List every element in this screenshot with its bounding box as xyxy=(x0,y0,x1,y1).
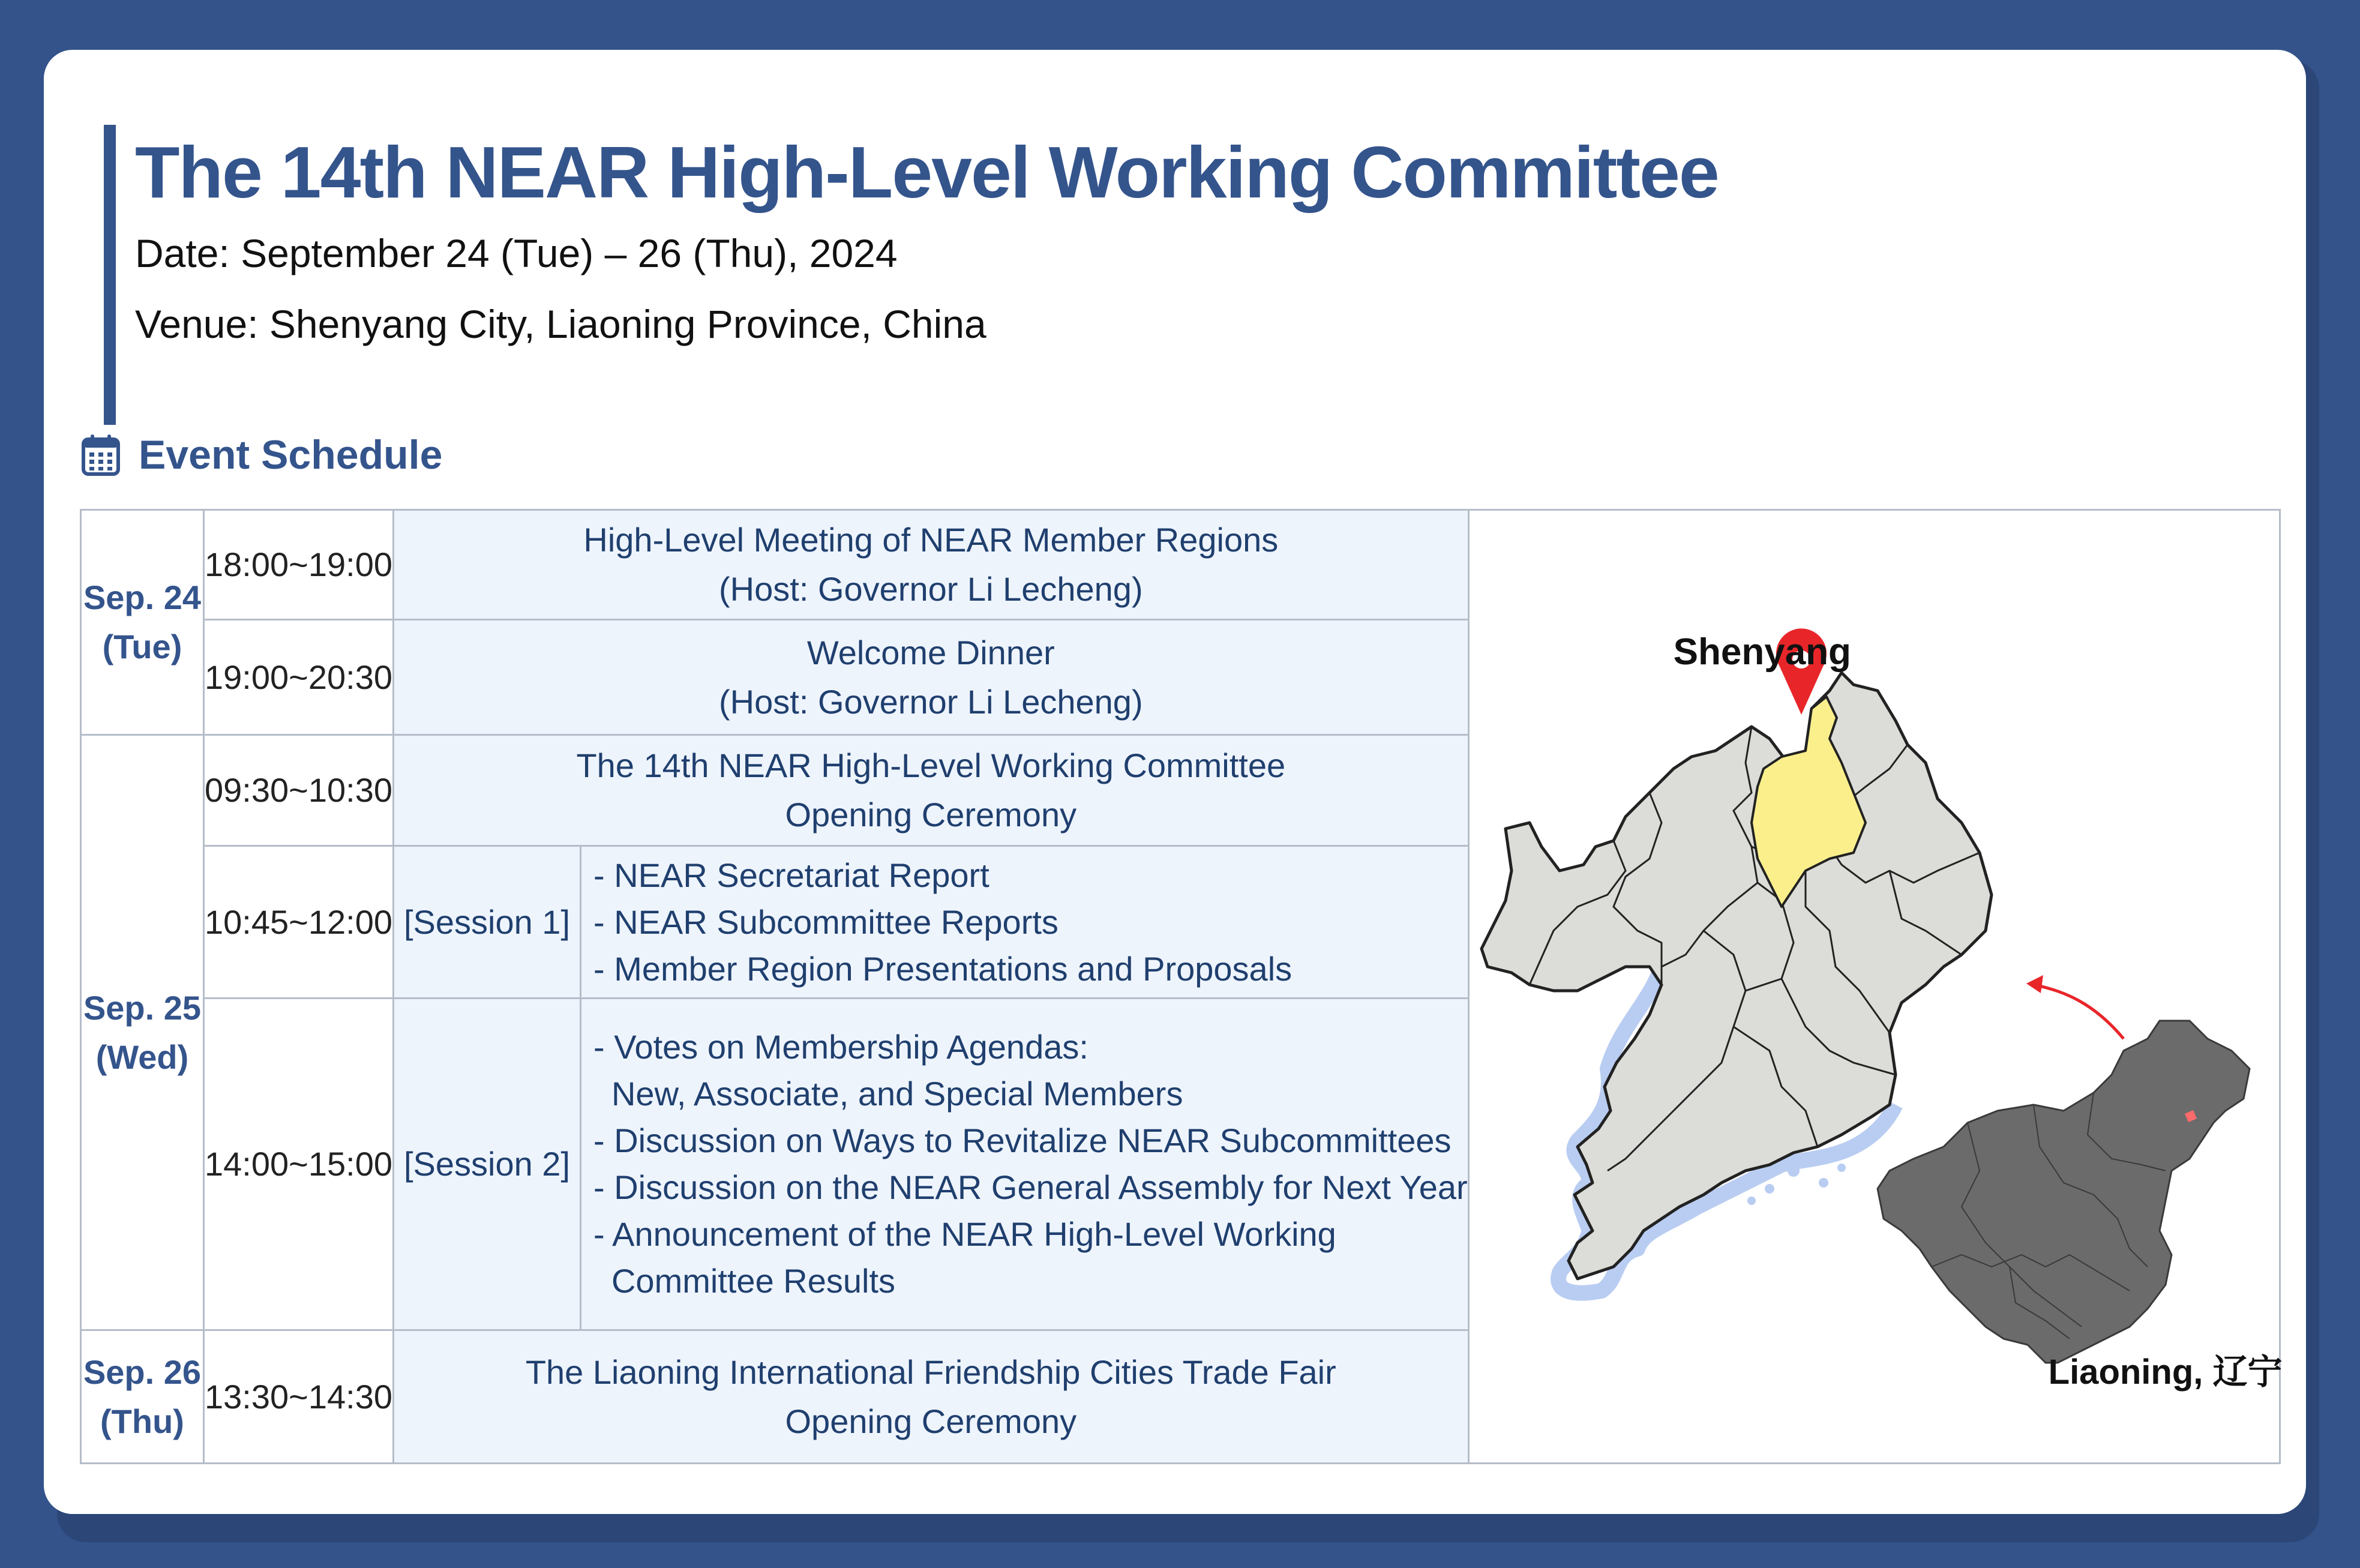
page-title: The 14th NEAR High-Level Working Committee xyxy=(135,131,1719,213)
time-cell: 09:30~10:30 xyxy=(204,735,394,846)
session-label: [Session 2] xyxy=(393,999,580,1330)
direction-arrow xyxy=(2034,985,2124,1039)
list-item: - Votes on Membership Agendas: xyxy=(593,1028,1088,1066)
city-label: Shenyang xyxy=(1673,631,1851,673)
event-cell xyxy=(393,735,1468,846)
list-item: - Discussion on the NEAR General Assembly for Next Year xyxy=(593,1168,1468,1206)
content-card xyxy=(44,50,2306,1514)
time-cell: 13:30~14:30 xyxy=(204,1330,394,1464)
event-cell xyxy=(393,510,1468,620)
map-cell xyxy=(1468,510,2283,1464)
table-row xyxy=(81,510,2280,620)
list-item: - Announcement of the NEAR High-Level Working xyxy=(593,1215,1336,1253)
weekday-label: (Wed) xyxy=(95,1038,189,1076)
page-header xyxy=(104,125,1719,425)
event-venue: Venue: Shenyang City, Liaoning Province, China xyxy=(135,302,986,346)
calendar-icon xyxy=(81,433,121,476)
list-item: New, Associate, and Special Members xyxy=(611,1075,1183,1113)
session-items xyxy=(580,846,1468,999)
date-cell xyxy=(81,735,204,1330)
date-label: Sep. 26 xyxy=(83,1353,202,1391)
list-item: - NEAR Subcommittee Reports xyxy=(593,903,1058,941)
event-date: Date: September 24 (Tue) – 26 (Thu), 2024 xyxy=(135,231,898,275)
time-cell: 19:00~20:30 xyxy=(204,620,394,735)
section-label: Event Schedule xyxy=(139,432,443,478)
event-subtitle: (Host: Governor Li Lecheng) xyxy=(719,570,1143,608)
session-items xyxy=(580,999,1468,1330)
date-cell xyxy=(81,510,204,735)
event-title: The 14th NEAR High-Level Working Committee xyxy=(576,746,1286,784)
date-label: Sep. 25 xyxy=(83,988,202,1027)
schedule-table xyxy=(80,509,2281,1464)
region-label: Liaoning, 辽宁 xyxy=(2048,1353,2283,1392)
time-cell: 18:00~19:00 xyxy=(204,510,394,620)
list-item: Committee Results xyxy=(611,1262,896,1300)
event-title: High-Level Meeting of NEAR Member Regions xyxy=(583,521,1279,559)
event-subtitle: Opening Ceremony xyxy=(785,796,1077,834)
time-cell: 14:00~15:00 xyxy=(204,999,394,1330)
session-label: [Session 1] xyxy=(393,846,580,999)
event-title: The Liaoning International Friendship Cities Trade Fair xyxy=(525,1353,1336,1391)
list-item: - Member Region Presentations and Proposals xyxy=(593,949,1293,988)
date-label: Sep. 24 xyxy=(83,578,202,616)
arrow-head xyxy=(2026,975,2043,993)
time-cell: 10:45~12:00 xyxy=(204,846,394,999)
event-subtitle: (Host: Governor Li Lecheng) xyxy=(719,682,1143,721)
weekday-label: (Tue) xyxy=(102,628,182,665)
date-cell xyxy=(81,1330,204,1464)
event-cell xyxy=(393,1330,1468,1464)
event-cell xyxy=(393,620,1468,735)
event-subtitle: Opening Ceremony xyxy=(785,1402,1077,1440)
liaoning-map xyxy=(1470,511,2281,1465)
section-heading xyxy=(81,428,442,482)
weekday-label: (Thu) xyxy=(100,1402,184,1440)
china-map xyxy=(1878,1021,2250,1363)
event-title: Welcome Dinner xyxy=(806,633,1055,671)
list-item: - NEAR Secretariat Report xyxy=(593,856,989,894)
list-item: - Discussion on Ways to Revitalize NEAR Subcommittees xyxy=(593,1122,1452,1159)
